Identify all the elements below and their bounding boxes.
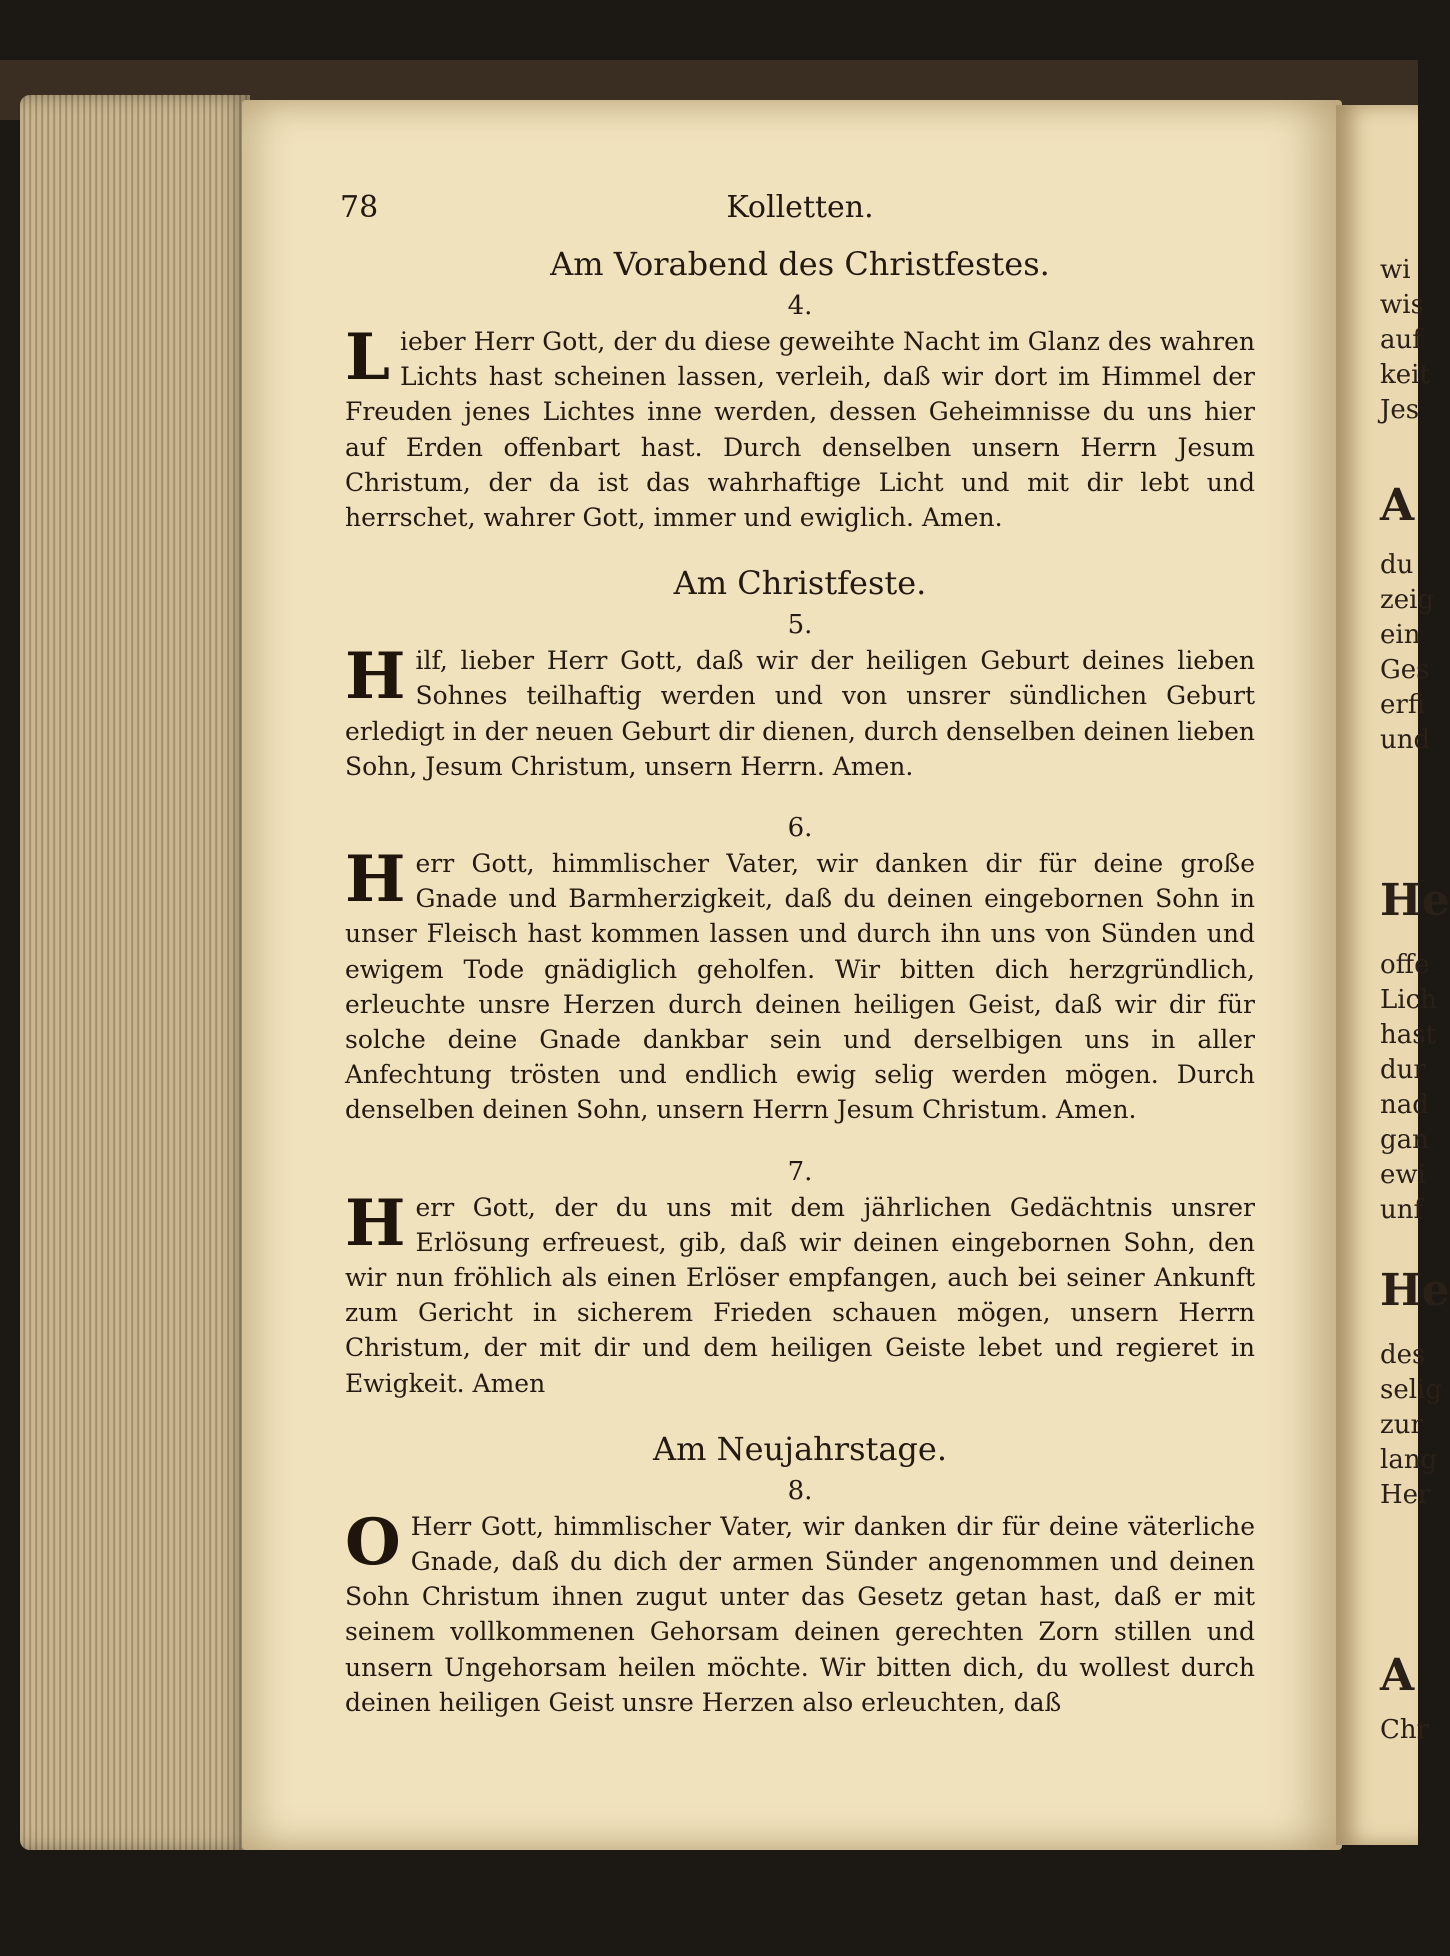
page-number: 78 [340,190,379,225]
facing-fragment: ein [1380,620,1421,650]
page-header [340,190,1260,230]
prayer-text [345,639,1255,784]
facing-fragment: zur [1380,1410,1423,1440]
facing-fragment: dur [1380,1055,1426,1085]
prayer-body: err Gott, der du uns mit dem jährlichen Gedächtnis unsrer Erlösung erfreuest, gib, daß wir deinen eingebornen Sohn, den wir nun fröhlich als einen Erlöser empfangen, auch bei seiner Ankunft zum Gericht in sicherem Frieden schauen mögen, unsern Herrn Christum, der mit dir und dem heiligen Geiste lebet und regieret in Ewigkeit. Amen [345,1192,1255,1398]
prayer-number: 6. [787,813,813,844]
facing-fragment: Jes [1380,395,1420,425]
prayer-text [345,1504,1255,1720]
drop-cap: H [345,842,406,918]
facing-fragment: He [1380,1265,1450,1316]
facing-fragment: He [1380,875,1450,926]
facing-page [1336,105,1450,1845]
facing-fragment: erfi [1380,690,1426,720]
facing-fragment: keit [1380,360,1430,390]
drop-cap: H [345,639,406,715]
prayer-number: 7. [787,1156,813,1187]
page-edges [20,95,250,1850]
facing-fragment: auf [1380,325,1422,355]
prayer-text [345,1185,1255,1401]
facing-fragment: selig [1380,1375,1443,1405]
prayer-body: ilf, lieber Herr Gott, daß wir der heiligen Geburt deines lieben Sohnes teilhaftig werden und von unsrer sündlichen Geburt erledigt in der neuen Geburt dir dienen, durch denselben deinen lieben Sohn, Jesum Christum, unsern Herrn. Amen. [345,646,1255,781]
facing-fragment: nad [1380,1090,1429,1120]
section-title: Am Neujahrstage. [652,1429,948,1468]
prayer-body: Herr Gott, himmlischer Vater, wir danken dir für deine väterliche Gnade, daß du dich der armen Sünder angenommen und deinen Sohn Christum ihnen zugut unter das Gesetz getan hast, daß er mit seinem vollkommenen Gehorsam deinen gerechten Zorn stillen und unsern Ungehorsam heilen möchte. Wir bitten dich, du wollest durch deinen heiligen Geist unsre Herzen also erleuchten, daß [345,1511,1255,1717]
facing-fragment: lang [1380,1445,1438,1475]
prayer-number: 8. [787,1475,813,1506]
facing-fragment: wis [1380,290,1424,320]
facing-fragment: Lich [1380,985,1437,1015]
prayer-number: 4. [787,291,813,321]
facing-fragment: Ges [1380,655,1430,685]
facing-fragment: du [1380,550,1414,580]
facing-fragment: A [1380,480,1415,531]
prayer-number: 5. [787,610,813,641]
prayer-text [345,320,1255,535]
facing-fragment: Her [1380,1480,1431,1510]
facing-fragment: wi [1380,255,1411,285]
drop-cap: H [345,1185,406,1261]
section-title: Am Christfeste. [673,564,927,603]
facing-fragment: des [1380,1340,1426,1370]
drop-cap: L [345,320,390,395]
section-title: Am Vorabend des Christfestes. [550,245,1050,283]
facing-fragment: und [1380,725,1431,755]
facing-fragment: unf [1380,1195,1424,1225]
prayer-text [345,842,1255,1128]
facing-fragment: hast [1380,1020,1437,1050]
facing-fragment: zeig [1380,585,1435,615]
page-content [345,242,1255,1730]
drop-cap: O [345,1504,401,1580]
facing-fragment: offe [1380,950,1430,980]
prayer-body: err Gott, himmlischer Vater, wir danken dir für deine große Gnade und Barmherzigkeit, daß du deinen eingebornen Sohn in unser Fleisch hast kommen lassen und durch ihn uns von Sünden und ewigem Tode gnädiglich geholfen. Wir bitten dich herzgründlich, erleuchte unsre Herzen durch deinen heiligen Geist, daß wir dir für solche deine Gnade dankbar sein und derselbigen uns in aller Anfechtung trösten und endlich ewig selig werden mögen. Durch denselben deinen Sohn, unsern Herrn Jesum Christum. Amen. [345,849,1255,1125]
facing-fragment: Chr [1380,1715,1430,1745]
running-head: Kolletten. [726,190,874,225]
facing-fragment: ewi [1380,1160,1426,1190]
facing-fragment: gan [1380,1125,1429,1155]
facing-fragment: A [1380,1650,1415,1701]
prayer-body: ieber Herr Gott, der du diese geweihte Nacht im Glanz des wahren Lichts hast scheinen lassen, verleih, daß wir dort im Himmel der Freuden jenes Lichtes inne werden, dessen Geheimnisse du uns hier auf Erden offenbart hast. Durch denselben unsern Herrn Jesum Christum, der da ist das wahrhaftige Licht und mit dir lebt und herrschet, wahrer Gott, immer und ewiglich. Amen. [345,327,1255,533]
